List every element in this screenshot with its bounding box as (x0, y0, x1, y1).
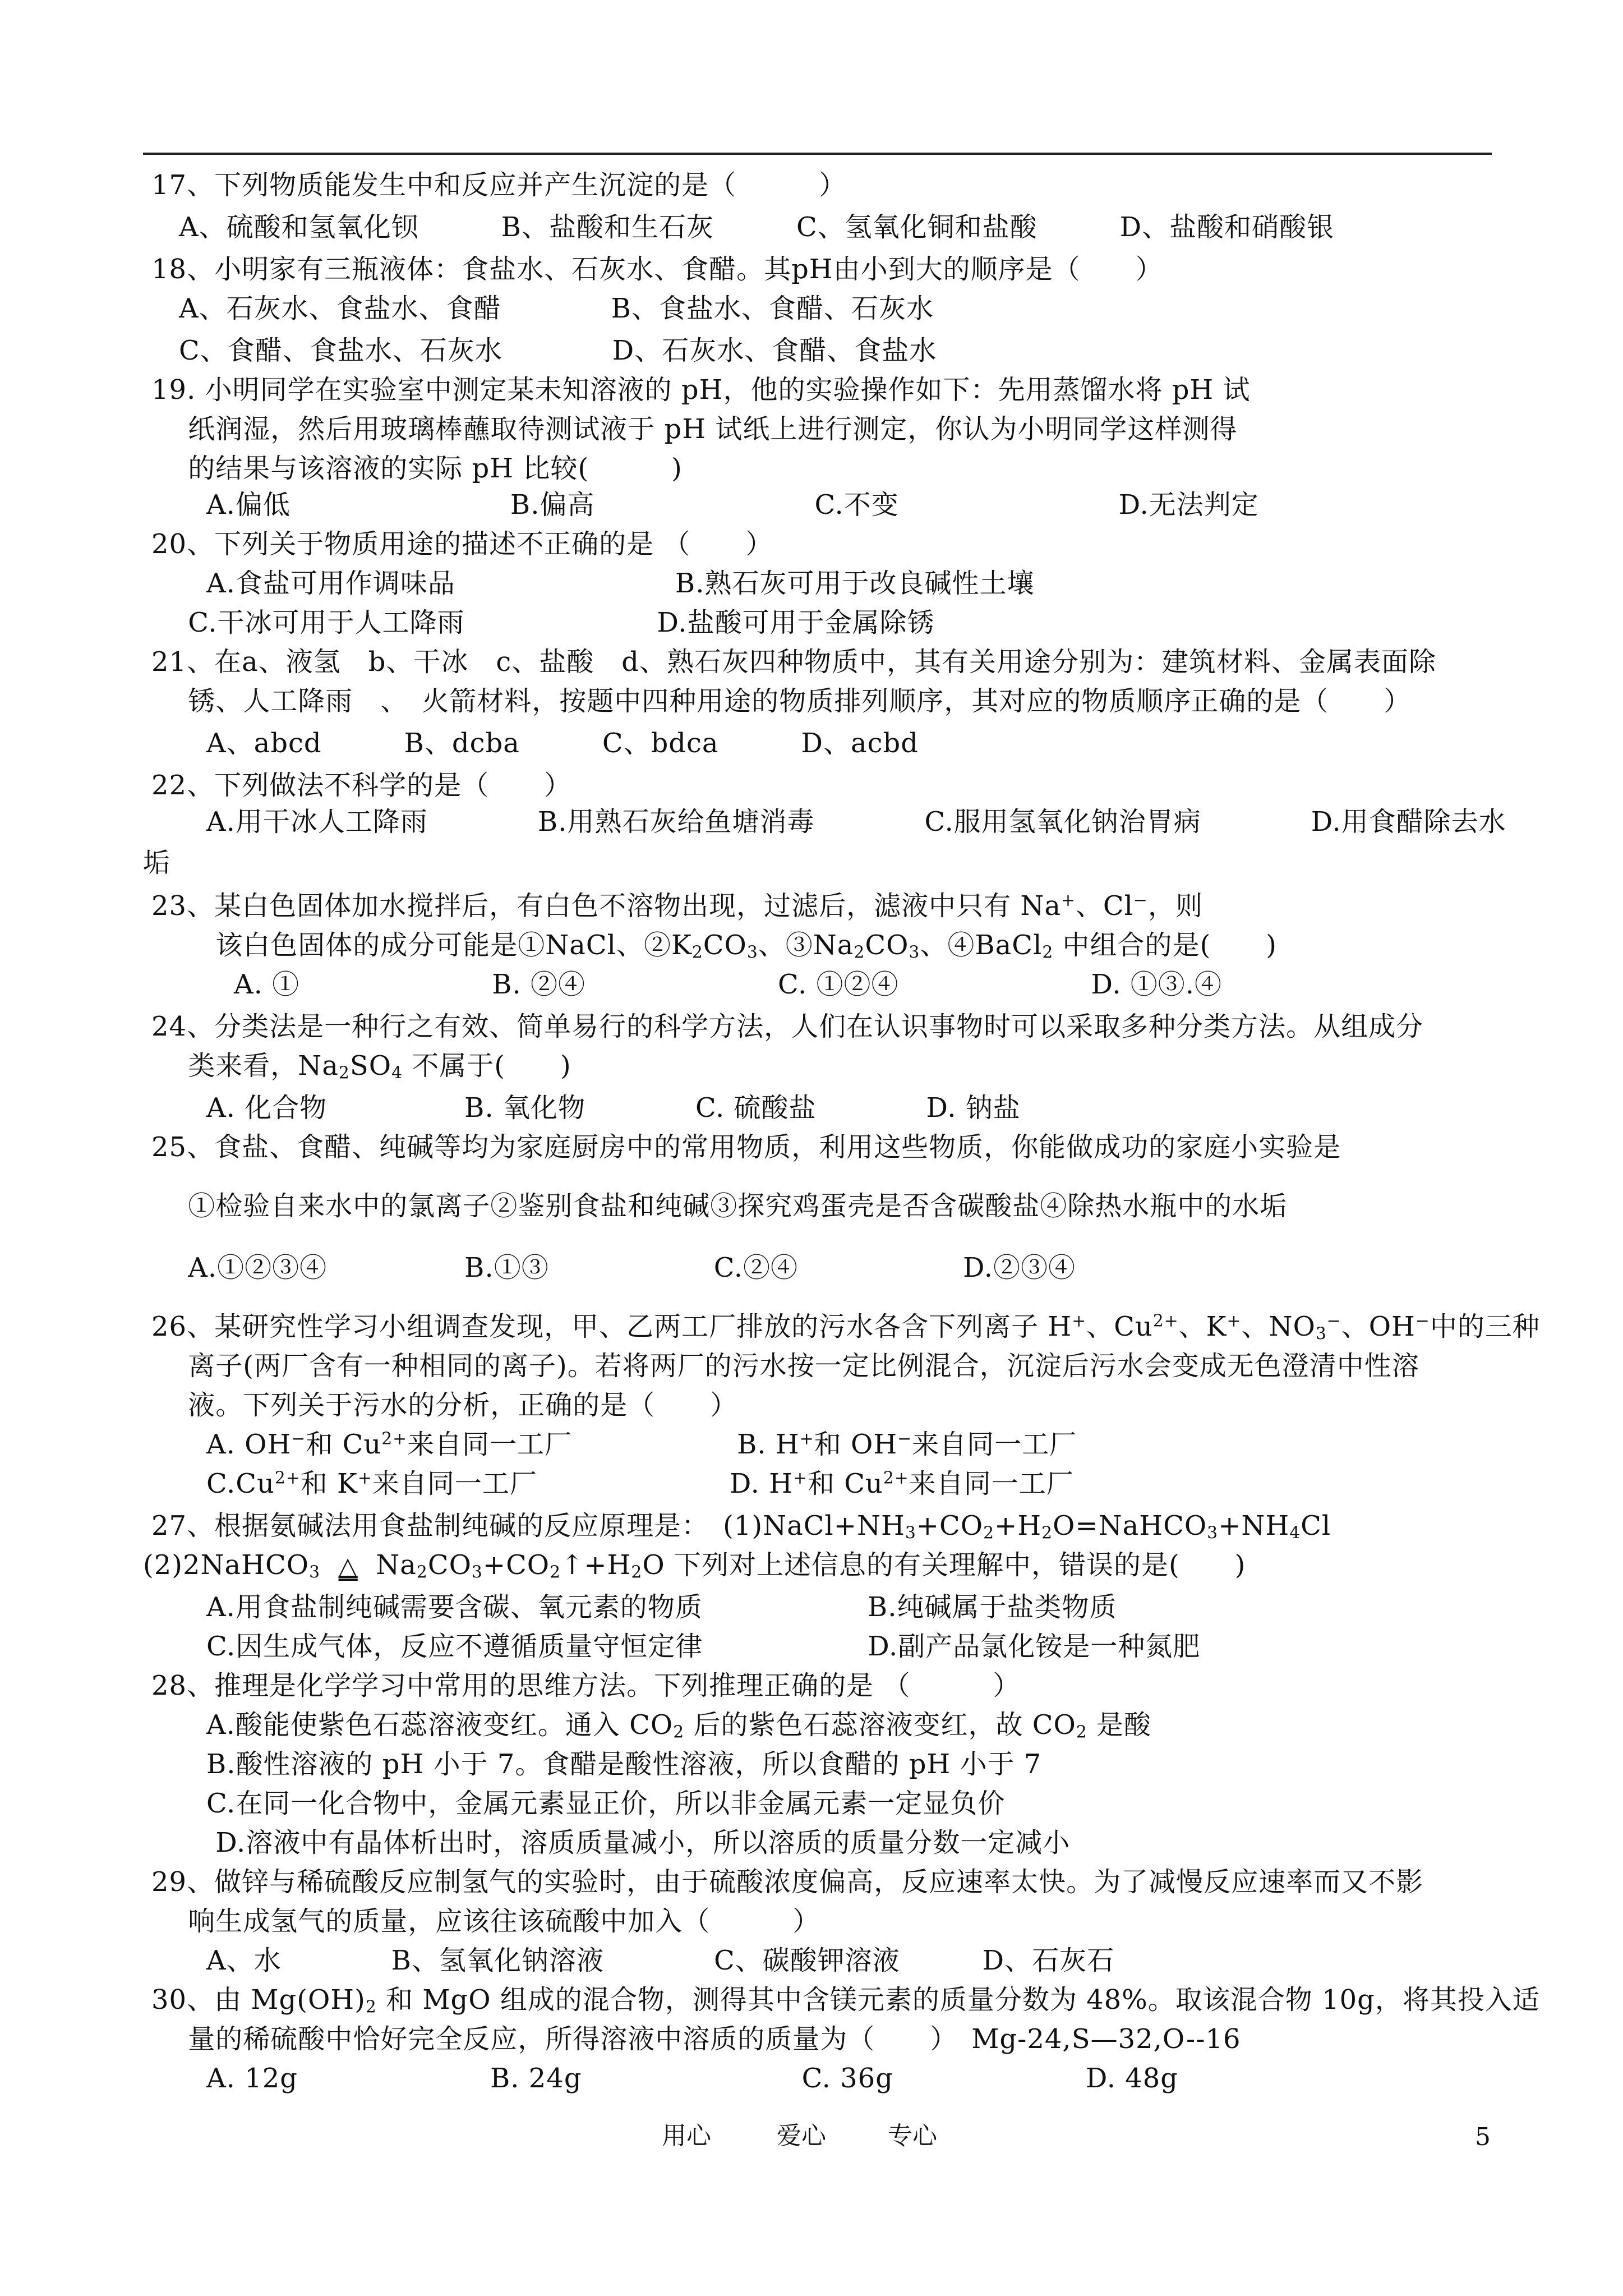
line-q17: 17、下列物质能发生中和反应并产生沉淀的是（ ） (151, 169, 847, 201)
line-q22-cont: 垢 (143, 847, 171, 878)
line-q25-1: 25、食盐、食醋、纯碱等均为家庭厨房中的常用物质，利用这些物质，你能做成功的家庭小实验是 (151, 1131, 1341, 1163)
line-q25-opts: A.①②③④ B.①③ C.②④ D.②③④ (151, 1252, 1076, 1283)
footer-zhuanxin: 专心 (888, 2122, 937, 2150)
line-q27-opt-ab: A.用食盐制纯碱需要含碳、氧元素的物质 B.纯碱属于盐类物质 (151, 1591, 1117, 1623)
line-q18-opt-cd: C、食醋、食盐水、石灰水 D、石灰水、食醋、食盐水 (151, 335, 937, 366)
line-q22-opts: A.用干冰人工降雨 B.用熟石灰给鱼塘消毒 C.服用氢氧化钠治胃病 D.用食醋除去水 (151, 806, 1506, 838)
line-q26-1: 26、某研究性学习小组调查发现，甲、乙两工厂排放的污水各含下列离子 H+、$Cu^{2+}$、K+、$NO_3^-$、OH−中的三种 (151, 1311, 1540, 1344)
line-q26-opt-cd: $C.Cu^{2+}$和 K+来自同一工厂 D. H+和 $Cu^{2+}$来自同一工厂 (151, 1468, 1074, 1499)
line-q19-opts: A.偏低 B.偏高 C.不变 D.无法判定 (151, 489, 1259, 521)
line-q27-1: 27、根据氨碱法用食盐制纯碱的反应原理是： $(1)NaCl+NH_3+CO_2+H_2O=NaHCO_3+NH_4Cl$ (151, 1510, 1331, 1543)
line-q18-opt-ab: A、石灰水、食盐水、食醋 B、食盐水、食醋、石灰水 (151, 293, 934, 324)
line-q24-2: 类来看，$Na_2SO_4$ 不属于( ) (151, 1050, 571, 1083)
line-q29-1: 29、做锌与稀硫酸反应制氢气的实验时，由于硫酸浓度偏高，反应速率太快。为了减慢反应速率而又不影 (151, 1866, 1424, 1898)
line-q20-opt-cd: C.干冰可用于人工降雨 D.盐酸可用于金属除锈 (151, 607, 935, 638)
line-q21-opts: A、abcd B、dcba C、bdca D、acbd (151, 728, 919, 759)
line-q24-opts: A. 化合物 B. 氧化物 C. 硫酸盐 D. 钠盐 (151, 1092, 1021, 1124)
line-q19-3: 的结果与该溶液的实际 pH 比较( ) (151, 453, 683, 484)
line-q26-2: 离子(两厂含有一种相同的离子)。若将两厂的污水按一定比例混合，沉淀后污水会变成无色澄清中性溶 (151, 1350, 1419, 1382)
line-q18: 18、小明家有三瓶液体：食盐水、石灰水、食醋。其pH由小到大的顺序是（ ） (151, 254, 1163, 285)
page-number: 5 (1475, 2123, 1491, 2151)
line-q30-1: 30、由 $Mg(OH)_2$ 和 MgO 组成的混合物，测得其中含镁元素的质量分数为 48%。取该混合物 10g，将其投入适 (151, 1984, 1540, 2017)
line-q28-c: C.在同一化合物中，金属元素显正价，所以非金属元素一定显负价 (151, 1788, 1006, 1819)
line-q25-2: ①检验自来水中的氯离子②鉴别食盐和纯碱③探究鸡蛋壳是否含碳酸盐④除热水瓶中的水垢 (151, 1190, 1288, 1222)
line-q30-2: 量的稀硫酸中恰好完全反应，所得溶液中溶质的质量为（ ） Mg-24,S—32,O--16 (151, 2023, 1241, 2055)
line-q21-1: 21、在a、液氢 b、干冰 c、盐酸 d、熟石灰四种物质中，其有关用途分别为：建筑材料、金属表面除 (151, 646, 1437, 678)
line-q23-opts: A. ① B. ②④ C. ①②④ D. ①③.④ (151, 969, 1223, 1000)
line-q26-3: 液。下列关于污水的分析，正确的是（ ） (151, 1389, 738, 1421)
line-q17-opts: A、硫酸和氢氧化钡 B、盐酸和生石灰 C、氢氧化铜和盐酸 D、盐酸和硝酸银 (151, 211, 1335, 243)
line-q28-d: D.溶液中有晶体析出时，溶质质量减小，所以溶质的质量分数一定减小 (151, 1827, 1071, 1858)
footer-yongxin: 用心 (662, 2122, 711, 2150)
line-q28-a: A.酸能使紫色石蕊溶液变红。通入 $CO_2$ 后的紫色石蕊溶液变红，故 $CO_2$ 是酸 (151, 1709, 1152, 1742)
line-q23-2: 该白色固体的成分可能是①NaCl、$②K_2CO_3$、$③Na_2CO_3$、④BaCl$_2$ 中组合的是( ) (151, 930, 1277, 963)
line-q22: 22、下列做法不科学的是（ ） (151, 770, 572, 801)
footer-aixin: 爱心 (777, 2122, 826, 2150)
line-q27-2: (2)2NaHCO$_3$ △ $Na_2CO_3+CO_2↑+H_2O$ 下列对上述信息的有关理解中，错误的是( ) (143, 1549, 1246, 1582)
line-q26-opt-ab: A. OH−和 $Cu^{2+}$来自同一工厂 B. H+和 OH−来自同一工厂 (151, 1429, 1077, 1460)
line-q23-1: 23、某白色固体加水搅拌后，有白色不溶物出现，过滤后，滤液中只有 Na+、Cl−，则 (151, 890, 1203, 922)
line-q29-2: 响生成氢气的质量，应该往该硫酸中加入（ ） (151, 1906, 820, 1937)
line-q19-1: 19. 小明同学在实验室中测定某未知溶液的 pH，他的实验操作如下：先用蒸馏水将 pH 试 (151, 374, 1251, 406)
line-q28-b: B.酸性溶液的 pH 小于 7。食醋是酸性溶液，所以食醋的 pH 小于 7 (151, 1749, 1042, 1780)
line-q20: 20、下列关于物质用途的描述不正确的是 （ ） (151, 528, 773, 560)
line-q28: 28、推理是化学学习中常用的思维方法。下列推理正确的是 （ ） (151, 1670, 1021, 1701)
line-q20-opt-ab: A.食盐可用作调味品 B.熟石灰可用于改良碱性土壤 (151, 568, 1035, 599)
header-rule (143, 153, 1492, 155)
line-q21-2: 锈、人工降雨 、 火箭材料，按题中四种用途的物质排列顺序，其对应的物质顺序正确的是（ ） (151, 685, 1412, 717)
line-q30-opts: A. 12g B. 24g C. 36g D. 48g (151, 2063, 1179, 2094)
line-q29-opts: A、水 B、氢氧化钠溶液 C、碳酸钾溶液 D、石灰石 (151, 1945, 1115, 1976)
line-q19-2: 纸润湿，然后用玻璃棒蘸取待测试液于 pH 试纸上进行测定，你认为小明同学这样测得 (151, 413, 1238, 445)
line-q24-1: 24、分类法是一种行之有效、简单易行的科学方法，人们在认识事物时可以采取多种分类方法。从组成分 (151, 1011, 1424, 1042)
line-q27-opt-cd: C.因生成气体，反应不遵循质量守恒定律 D.副产品氯化铵是一种氮肥 (151, 1631, 1201, 1662)
